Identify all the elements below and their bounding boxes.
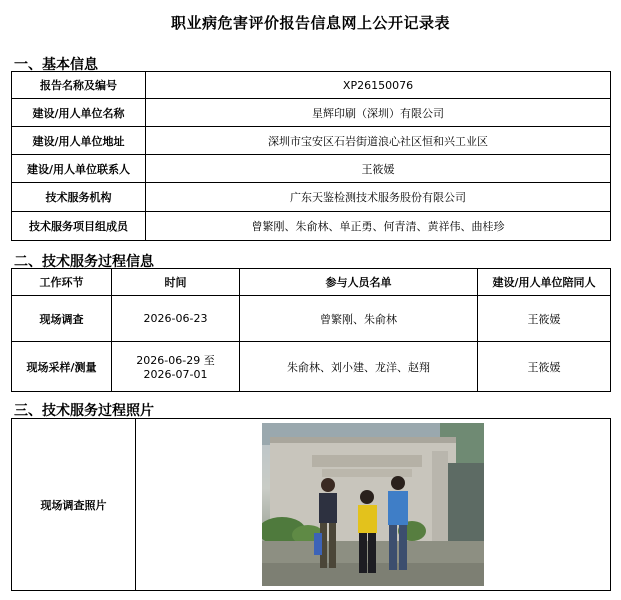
basic-info-table (11, 71, 611, 241)
service-org-value: 广东天鉴检测技术服务股份有限公司 (146, 183, 611, 212)
col-header-escort: 建设/用人单位陪同人 (478, 269, 611, 296)
unit-contact-value: 王筱媛 (146, 155, 611, 183)
photo-cell (136, 419, 611, 591)
table-row (12, 155, 611, 183)
section-process-info-heading: 二、技术服务过程信息 (14, 254, 154, 270)
service-org-label: 技术服务机构 (12, 183, 146, 212)
section-basic-info-heading: 一、基本信息 (14, 57, 98, 73)
table-row (12, 183, 611, 212)
unit-address-label: 建设/用人单位地址 (12, 127, 146, 155)
photo-label: 现场调查照片 (12, 419, 136, 591)
escort-cell: 王筱媛 (478, 342, 611, 392)
team-members-value: 曾繁刚、朱俞林、单正勇、何青清、黄祥伟、曲桂珍 (146, 212, 611, 241)
people-cell: 朱俞林、刘小建、龙洋、赵翔 (240, 342, 478, 392)
table-row (12, 342, 611, 392)
time-start: 2026-06-29 至 (136, 354, 215, 367)
table-row (12, 212, 611, 241)
table-row (12, 127, 611, 155)
table-header-row (12, 269, 611, 296)
unit-name-label: 建设/用人单位名称 (12, 99, 146, 127)
col-header-time: 时间 (112, 269, 240, 296)
site-survey-photo-illustration (262, 423, 484, 586)
page-title: 职业病危害评价报告信息网上公开记录表 (170, 14, 450, 32)
time-cell: 2026-06-23 (112, 296, 240, 342)
process-info-table (11, 268, 611, 392)
col-header-people: 参与人员名单 (240, 269, 478, 296)
report-name-label: 报告名称及编号 (12, 72, 146, 99)
table-row (12, 296, 611, 342)
col-header-stage: 工作环节 (12, 269, 112, 296)
section-photos-heading: 三、技术服务过程照片 (14, 403, 154, 419)
report-name-value: XP26150076 (146, 72, 611, 99)
time-cell (112, 342, 240, 392)
site-survey-photo (262, 423, 484, 586)
unit-name-value: 星辉印刷（深圳）有限公司 (146, 99, 611, 127)
team-members-label: 技术服务项目组成员 (12, 212, 146, 241)
table-row (12, 419, 611, 591)
escort-cell: 王筱媛 (478, 296, 611, 342)
unit-address-value: 深圳市宝安区石岩街道浪心社区恒和兴工业区 (146, 127, 611, 155)
stage-cell: 现场调查 (12, 296, 112, 342)
time-end: 2026-07-01 (143, 368, 208, 381)
stage-cell: 现场采样/测量 (12, 342, 112, 392)
table-row (12, 99, 611, 127)
table-row (12, 72, 611, 99)
people-cell: 曾繁刚、朱俞林 (240, 296, 478, 342)
unit-contact-label: 建设/用人单位联系人 (12, 155, 146, 183)
photos-table (11, 418, 611, 591)
